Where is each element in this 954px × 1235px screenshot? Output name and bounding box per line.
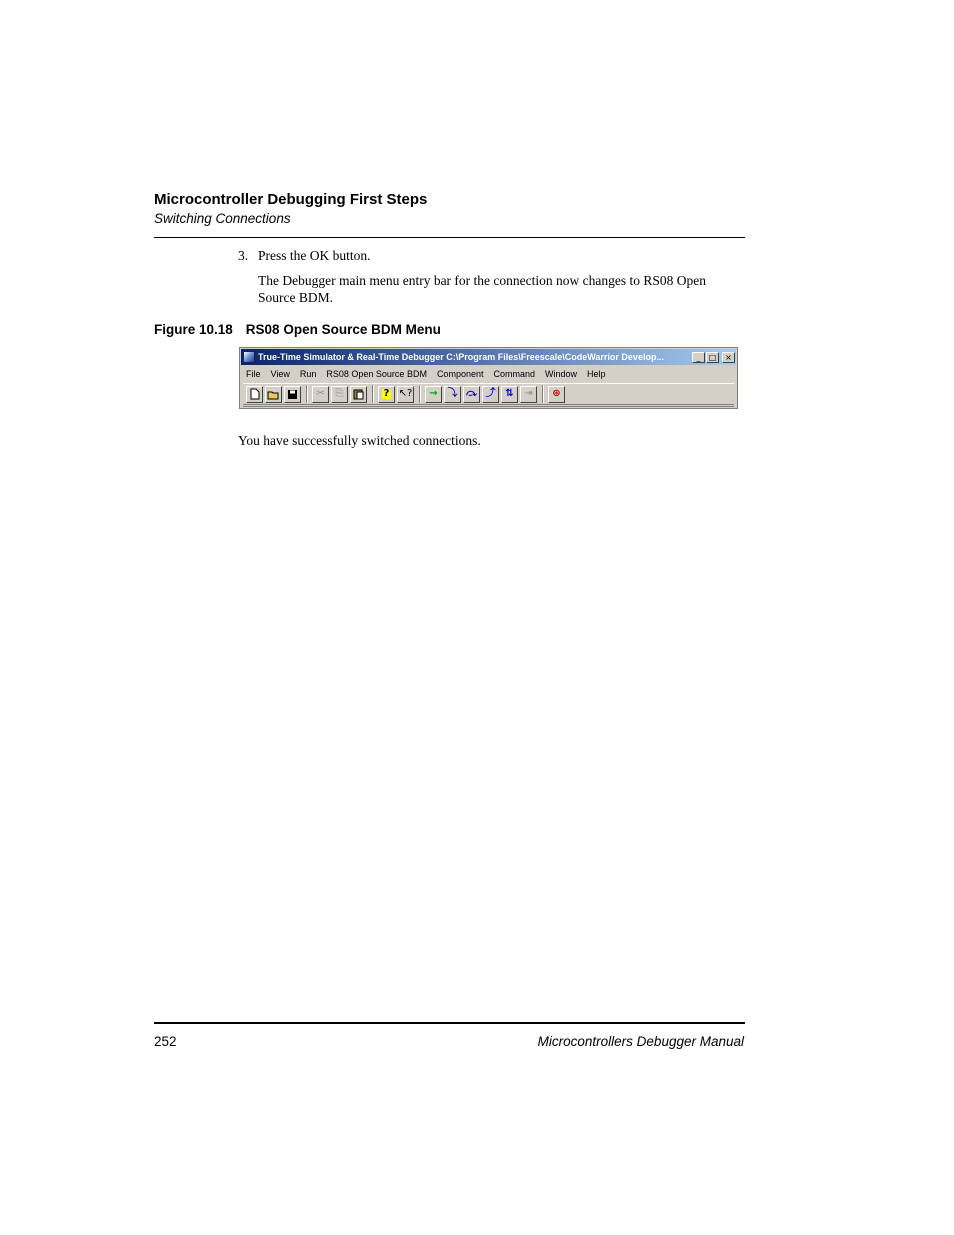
menu-help[interactable]: Help bbox=[587, 369, 606, 379]
open-folder-icon[interactable] bbox=[265, 386, 282, 403]
page-number: 252 bbox=[154, 1034, 177, 1049]
app-icon bbox=[243, 351, 255, 363]
menu-file[interactable]: File bbox=[246, 369, 261, 379]
toolbar-separator bbox=[419, 385, 421, 403]
toolbar bbox=[243, 383, 734, 405]
figure-caption bbox=[154, 322, 441, 337]
menu-run[interactable]: Run bbox=[299, 369, 317, 379]
body-paragraph: The Debugger main menu entry bar for the connection now changes to RS08 Open Source BDM. bbox=[258, 273, 706, 305]
window-client-edge bbox=[243, 406, 734, 409]
close-icon[interactable]: × bbox=[722, 352, 735, 363]
minimize-icon[interactable]: _ bbox=[692, 352, 705, 363]
manual-title: Microcontrollers Debugger Manual bbox=[537, 1034, 744, 1049]
assembly-step-icon[interactable]: ⇅ bbox=[501, 386, 518, 403]
step-over-icon[interactable]: ⤼ bbox=[463, 386, 480, 403]
figure-title: RS08 Open Source BDM Menu bbox=[245, 322, 441, 337]
section-subtitle: Switching Connections bbox=[154, 211, 291, 226]
closing-paragraph: You have successfully switched connections. bbox=[238, 433, 481, 448]
toolbar-separator bbox=[306, 385, 308, 403]
single-step-icon[interactable]: ⤵ bbox=[444, 386, 461, 403]
step-text: Press the OK button. bbox=[258, 248, 371, 263]
menu-window[interactable]: Window bbox=[544, 369, 577, 379]
save-icon[interactable] bbox=[284, 386, 301, 403]
step-item bbox=[238, 248, 371, 264]
paste-icon[interactable] bbox=[350, 386, 367, 403]
copy-icon[interactable]: ⎘ bbox=[331, 386, 348, 403]
new-file-icon[interactable] bbox=[246, 386, 263, 403]
debugger-window-screenshot bbox=[239, 347, 738, 409]
step-out-icon[interactable]: ⤴ bbox=[482, 386, 499, 403]
header-rule bbox=[154, 237, 745, 238]
cut-icon[interactable]: ✂ bbox=[312, 386, 329, 403]
step-number: 3. bbox=[238, 248, 249, 263]
section-title: Microcontroller Debugging First Steps bbox=[154, 191, 428, 208]
window-title: True-Time Simulator & Real-Time Debugger C:\Program Files\Freescale\CodeWarrior Develop... bbox=[258, 352, 664, 362]
context-help-icon[interactable]: ↖? bbox=[397, 386, 414, 403]
menu-view[interactable]: View bbox=[270, 369, 290, 379]
halt-icon[interactable]: ⇥ bbox=[520, 386, 537, 403]
footer-rule bbox=[154, 1022, 745, 1024]
start-icon[interactable]: → bbox=[425, 386, 442, 403]
reset-icon[interactable]: ⊛ bbox=[548, 386, 565, 403]
menu-rs08-open-source-bdm[interactable]: RS08 Open Source BDM bbox=[326, 369, 427, 379]
menu-command[interactable]: Command bbox=[493, 369, 535, 379]
help-icon[interactable]: ? bbox=[378, 386, 395, 403]
toolbar-separator bbox=[372, 385, 374, 403]
maximize-icon[interactable]: □ bbox=[706, 352, 719, 363]
toolbar-separator bbox=[542, 385, 544, 403]
menu-bar bbox=[240, 366, 737, 382]
menu-component[interactable]: Component bbox=[436, 369, 484, 379]
figure-label: Figure 10.18 bbox=[154, 322, 233, 337]
window-titlebar bbox=[241, 349, 736, 365]
